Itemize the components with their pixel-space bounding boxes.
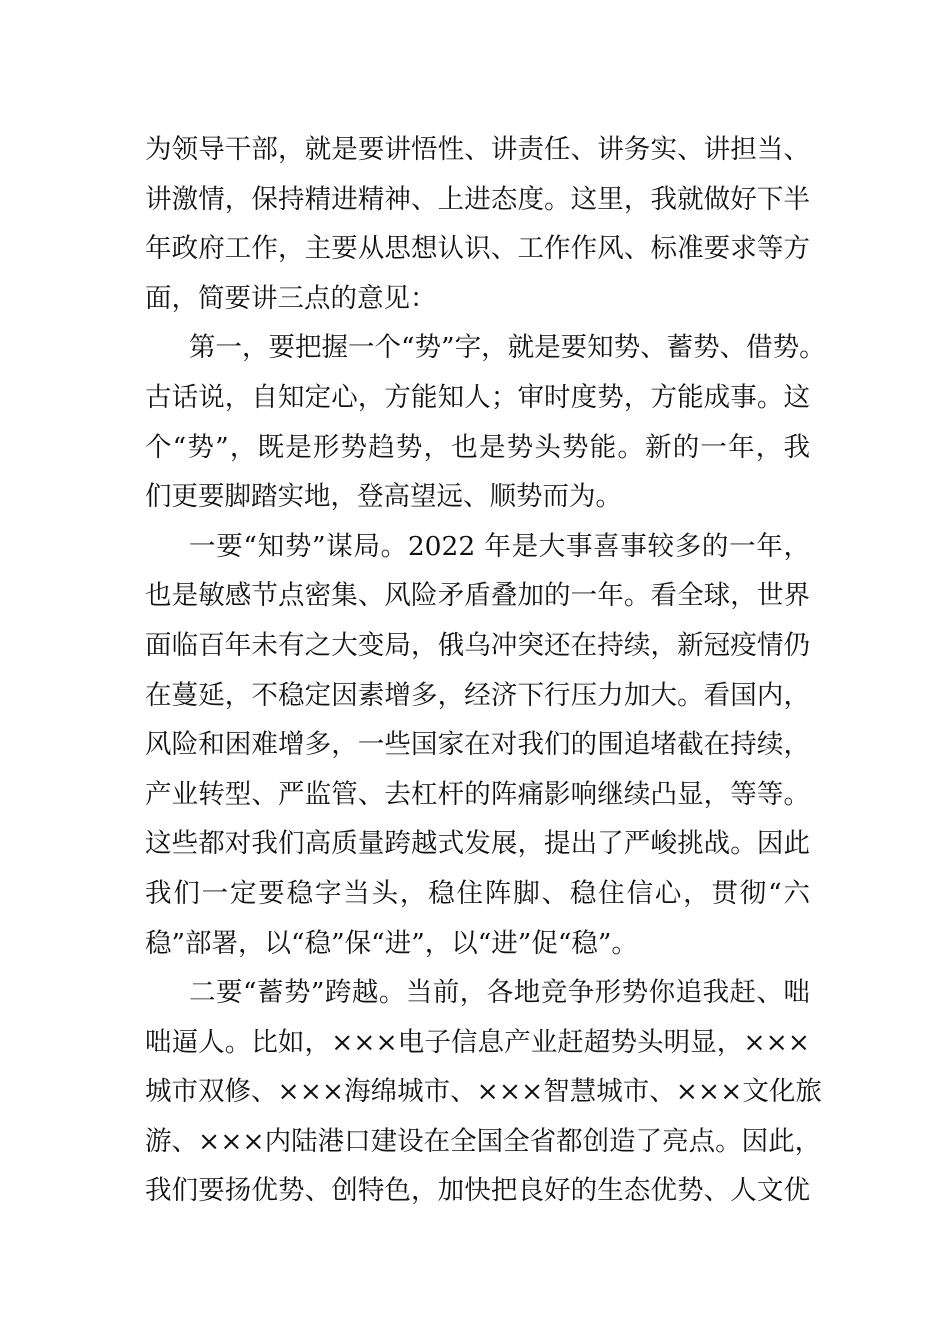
text-line: 面，简要讲三点的意见： — [145, 282, 437, 314]
text-line: 一要“知势”谋局。2022 年是大事喜事较多的一年， — [189, 530, 810, 562]
paragraph-point-one — [145, 323, 826, 521]
document-body — [145, 125, 826, 1216]
text-line: 第一，要把握一个“势”字，就是要知势、蓄势、借势。 — [189, 332, 826, 364]
text-line: 二要“蓄势”跨越。当前，各地竞争形势你追我赶、咄 — [189, 977, 810, 1009]
text-line: 年政府工作，主要从思想认识、工作作风、标准要求等方 — [145, 233, 810, 265]
text-line: 面临百年未有之大变局，俄乌冲突还在持续，新冠疫情仍 — [145, 629, 810, 661]
text-line: 稳”部署，以“稳”保“进”，以“进”促“稳”。 — [145, 927, 638, 959]
text-line: 也是敏感节点密集、风险矛盾叠加的一年。看全球，世界 — [145, 580, 810, 612]
text-line: 为领导干部，就是要讲悟性、讲责任、讲务实、讲担当、 — [145, 134, 810, 165]
paragraph-build-trend — [145, 968, 822, 1216]
paragraph-intro — [145, 125, 810, 323]
text-line: 们更要脚踏实地，登高望远、顺势而为。 — [145, 481, 622, 513]
paragraph-know-trend — [145, 522, 810, 968]
text-line: 产业转型、严监管、去杠杆的阵痛影响继续凸显，等等。 — [145, 778, 810, 810]
text-line: 我们要扬优势、创特色，加快把良好的生态优势、人文优 — [145, 1175, 810, 1207]
text-line: 风险和困难增多，一些国家在对我们的围追堵截在持续， — [145, 729, 810, 761]
text-line: 我们一定要稳字当头，稳住阵脚、稳住信心，贯彻“六 — [145, 877, 810, 909]
text-line: 游、×××内陆港口建设在全国全省都创造了亮点。因此， — [145, 1125, 822, 1157]
text-line: 这些都对我们高质量跨越式发展，提出了严峻挑战。因此 — [145, 828, 810, 860]
text-line: 在蔓延，不稳定因素增多，经济下行压力加大。看国内， — [145, 679, 810, 711]
text-line: 城市双修、×××海绵城市、×××智慧城市、×××文化旅 — [145, 1076, 822, 1108]
text-line: 讲激情，保持精进精神、上进态度。这里，我就做好下半 — [145, 183, 810, 215]
text-line: 咄逼人。比如，×××电子信息产业赶超势头明显，××× — [145, 1026, 810, 1058]
text-line: 古话说，自知定心，方能知人；审时度势，方能成事。这 — [145, 381, 810, 413]
text-line: 个“势”，既是形势趋势，也是势头势能。新的一年，我 — [145, 431, 810, 463]
